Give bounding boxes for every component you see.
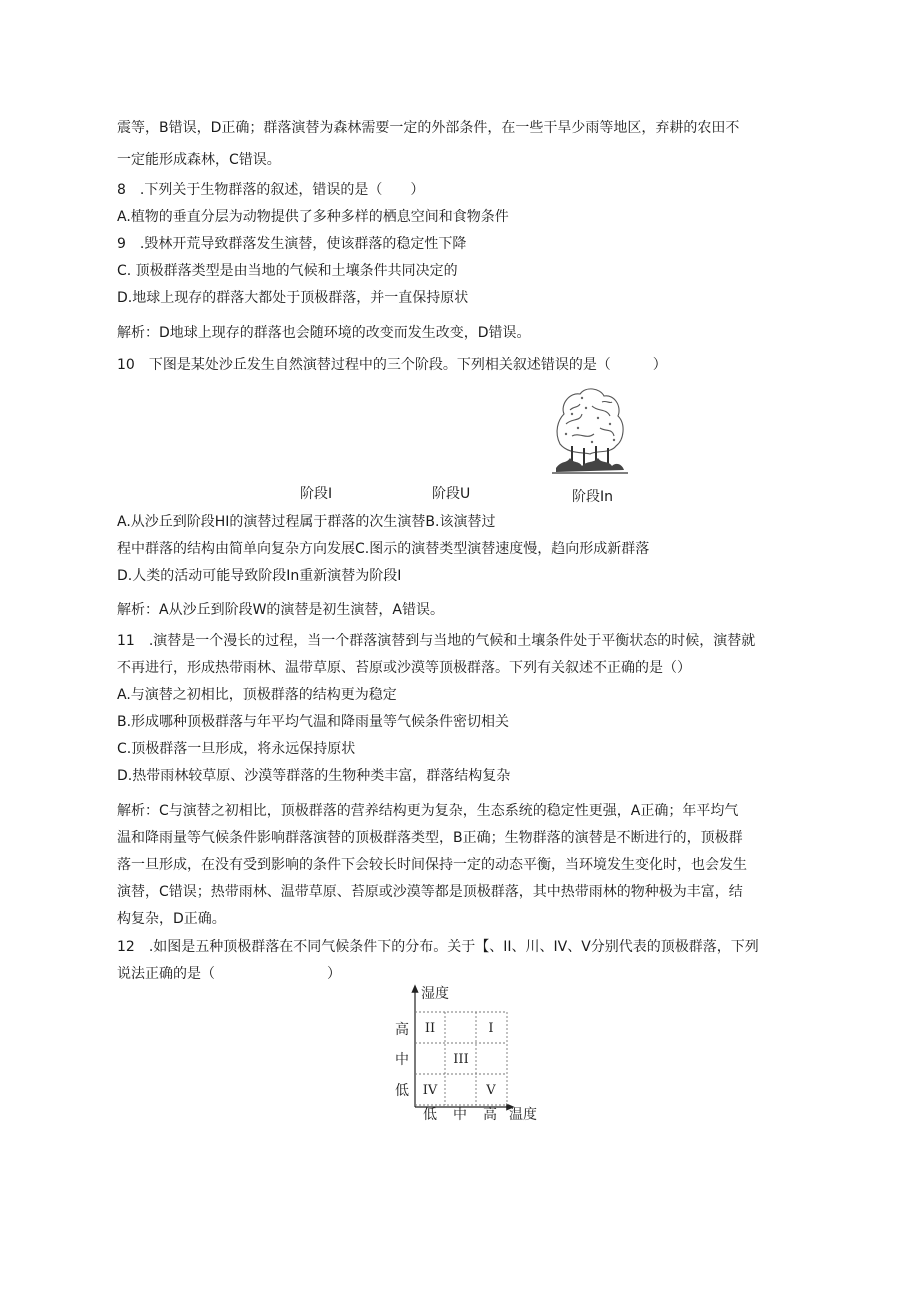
question-11-stem-2: 不再进行，形成热带雨林、温带草原、苔原或沙漠等顶极群落。下列有关叙述不正确的是（） (117, 660, 691, 676)
question-8-stem: 8 .下列关于生物群落的叙述，错误的是（ ） (117, 182, 425, 198)
text-line-1: 震等，B错误，D正确；群落演替为森林需要一定的外部条件，在一些干旱少雨等地区，弃耕的农田不 (117, 120, 740, 136)
question-11-option-a: A.与演替之初相比，顶极群落的结构更为稳定 (117, 687, 397, 703)
question-11-analysis-4: 演替，C错误；热带雨林、温带草原、苔原或沙漠等都是顶极群落，其中热带雨林的物种极为丰富，结 (117, 884, 743, 900)
question-11-analysis-5: 构复杂，D正确。 (117, 911, 226, 927)
community-iv: IV (422, 1083, 438, 1098)
y-level-low: 低 (395, 1083, 409, 1099)
question-10-option-d: D.人类的活动可能导致阶段In重新演替为阶段I (117, 568, 402, 584)
question-12-stem-1: 12 .如图是五种顶极群落在不同气候条件下的分布。关于【、II、川、IV、V分别代表的顶极群落，下列 (117, 939, 759, 955)
forest-illustration (552, 384, 628, 480)
question-11-option-b: B.形成哪种顶极群落与年平均气温和降雨量等气候条件密切相关 (117, 714, 510, 730)
x-level-mid: 中 (453, 1107, 467, 1123)
question-11-analysis-1: 解析：C与演替之初相比，顶极群落的营养结构更为复杂，生态系统的稳定性更强，A正确；年平均气 (117, 803, 739, 819)
question-10-option-b-c: 程中群落的结构由简单向复杂方向发展C.图示的演替类型演替速度慢，趋向形成新群落 (117, 541, 650, 557)
x-level-high: 高 (483, 1107, 497, 1123)
question-11-option-c: C.顶极群落一旦形成，将永远保持原状 (117, 741, 356, 757)
question-12-stem-2: 说法正确的是（ ） (117, 966, 341, 982)
question-10-option-a: A.从沙丘到阶段HI的演替过程属于群落的次生演替B.该演替过 (117, 514, 496, 530)
question-11-analysis-3: 落一旦形成，在没有受到影响的条件下会较长时间保持一定的动态平衡，当环境发生变化时，也会发生 (117, 857, 747, 873)
community-i: I (488, 1021, 494, 1036)
x-axis-title: 温度 (509, 1107, 537, 1123)
y-axis-title: 湿度 (421, 986, 449, 1002)
community-ii: II (424, 1021, 436, 1036)
question-11-stem-1: 11 .演替是一个漫长的过程，当一个群落演替到与当地的气候和土壤条件处于平衡状态的时候，演替就 (117, 633, 756, 649)
question-8-option-a: A.植物的垂直分层为动物提供了多种多样的栖息空间和食物条件 (117, 209, 509, 225)
community-v: V (486, 1083, 496, 1098)
y-level-high: 高 (395, 1022, 409, 1038)
community-iii: III (453, 1052, 469, 1067)
question-10-analysis: 解析：A从沙丘到阶段W的演替是初生演替，A错误。 (117, 602, 444, 618)
stage-3-label: 阶段In (572, 489, 614, 505)
question-8-option-c: C. 顶极群落类型是由当地的气候和土壤条件共同决定的 (117, 263, 458, 279)
y-level-mid: 中 (395, 1052, 409, 1068)
question-11-option-d: D.热带雨林较草原、沙漠等群落的生物种类丰富，群落结构复杂 (117, 768, 511, 784)
question-11-analysis-2: 温和降雨量等气候条件影响群落演替的顶极群落类型，B正确；生物群落的演替是不断进行的，顶极群 (117, 830, 743, 846)
stage-1-label: 阶段I (300, 486, 333, 502)
x-level-low: 低 (423, 1107, 437, 1123)
text-line-2: 一定能形成森林，C错误。 (117, 152, 281, 168)
stage-2-label: 阶段U (432, 486, 471, 502)
question-10-stem: 10 下图是某处沙丘发生自然演替过程中的三个阶段。下列相关叙述错误的是（ ） (117, 357, 667, 373)
question-8-option-b: 9 .毁林开荒导致群落发生演替，使该群落的稳定性下降 (117, 236, 467, 252)
question-8-option-d: D.地球上现存的群落大都处于顶极群落，并一直保持原状 (117, 290, 469, 306)
question-8-analysis: 解析：D地球上现存的群落也会随环境的改变而发生改变，D错误。 (117, 325, 531, 341)
climate-diagram (385, 984, 545, 1124)
